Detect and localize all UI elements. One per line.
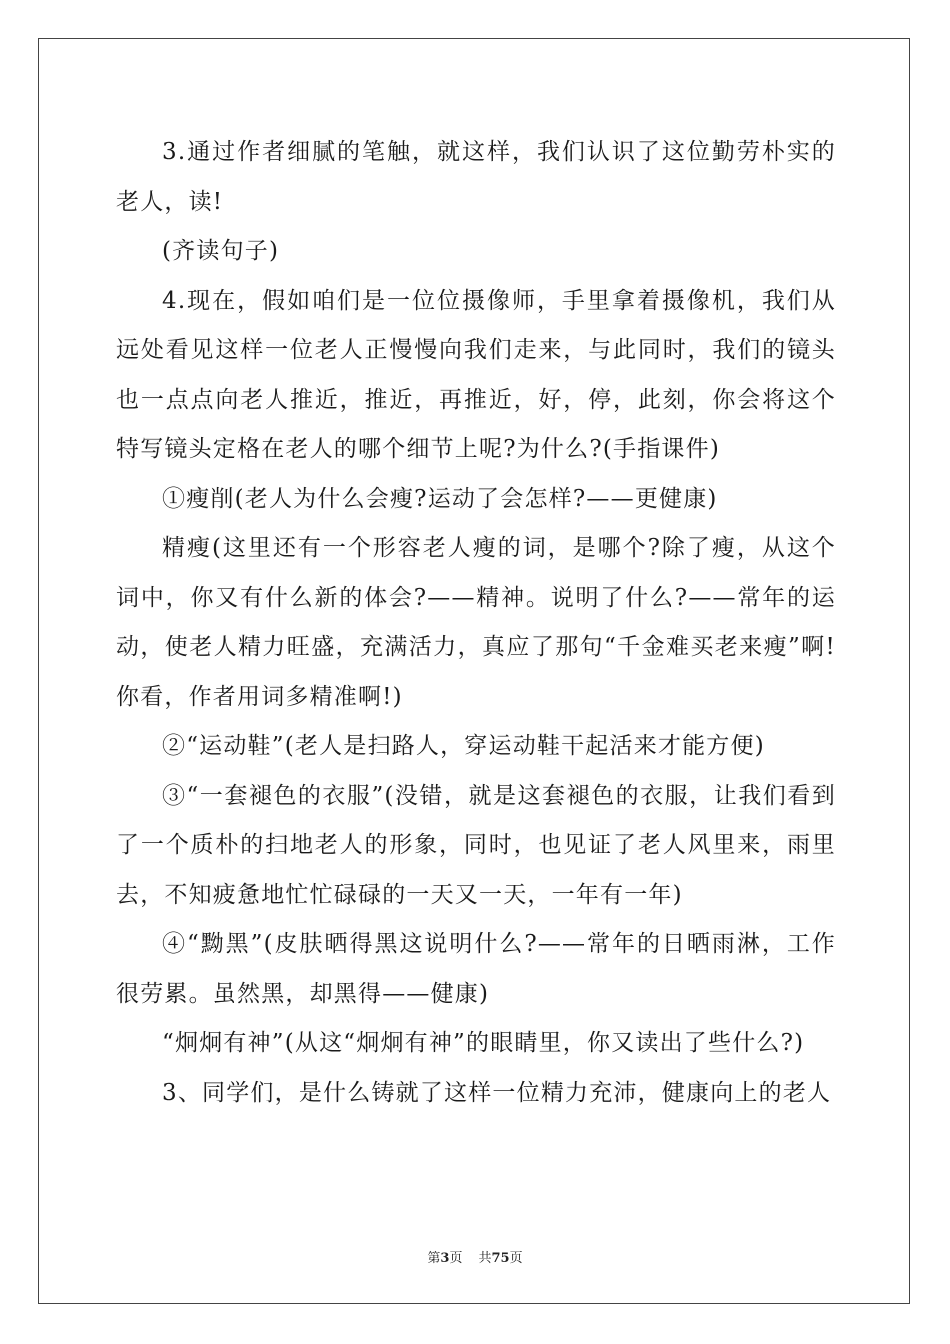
- page-footer: [0, 1247, 950, 1266]
- paragraph: ②“运动鞋”(老人是扫路人，穿运动鞋干起活来才能方便): [162, 733, 765, 759]
- paragraph: 3.通过作者细腻的笔触，就这样，我们认识了这位勤劳朴实的老人，读!: [116, 139, 836, 215]
- current-page-number: 3: [440, 1251, 450, 1266]
- paragraph: 精瘦(这里还有一个形容老人瘦的词，是哪个?除了瘦，从这个词中，你又有什么新的体会?——精神。说明了什么?——常年的运动，使老人精力旺盛，充满活力，真应了那句“千金难买老来瘦”啊!你看，作者用词多精准啊!): [116, 535, 836, 710]
- paragraph: (齐读句子): [162, 238, 280, 264]
- footer-prefix: 第: [427, 1251, 441, 1266]
- paragraph: “炯炯有神”(从这“炯炯有神”的眼睛里，你又读出了些什么?): [162, 1030, 805, 1056]
- paragraph: ④“黝黑”(皮肤晒得黑这说明什么?——常年的日晒雨淋，工作很劳累。虽然黑，却黑得——健康): [116, 931, 836, 1007]
- footer-total-prefix: 共: [478, 1251, 492, 1266]
- paragraph: 4.现在，假如咱们是一位位摄像师，手里拿着摄像机，我们从远处看见这样一位老人正慢慢向我们走来，与此同时，我们的镜头也一点点向老人推近，推近，再推近，好，停，此刻，你会将这个特写镜头定格在老人的哪个细节上呢?为什么?(手指课件): [116, 287, 836, 462]
- document-body: [116, 128, 836, 1118]
- footer-page-suffix: 页: [449, 1251, 463, 1266]
- total-page-count: 75: [491, 1251, 510, 1266]
- footer-total-suffix: 页: [509, 1251, 523, 1266]
- paragraph: ①瘦削(老人为什么会瘦?运动了会怎样?——更健康): [162, 485, 718, 512]
- paragraph: ③“一套褪色的衣服”(没错，就是这套褪色的衣服，让我们看到了一个质朴的扫地老人的形象，同时，也见证了老人风里来，雨里去，不知疲惫地忙忙碌碌的一天又一天，一年有一年): [116, 782, 836, 908]
- paragraph: 3、同学们，是什么铸就了这样一位精力充沛，健康向上的老人: [162, 1079, 832, 1106]
